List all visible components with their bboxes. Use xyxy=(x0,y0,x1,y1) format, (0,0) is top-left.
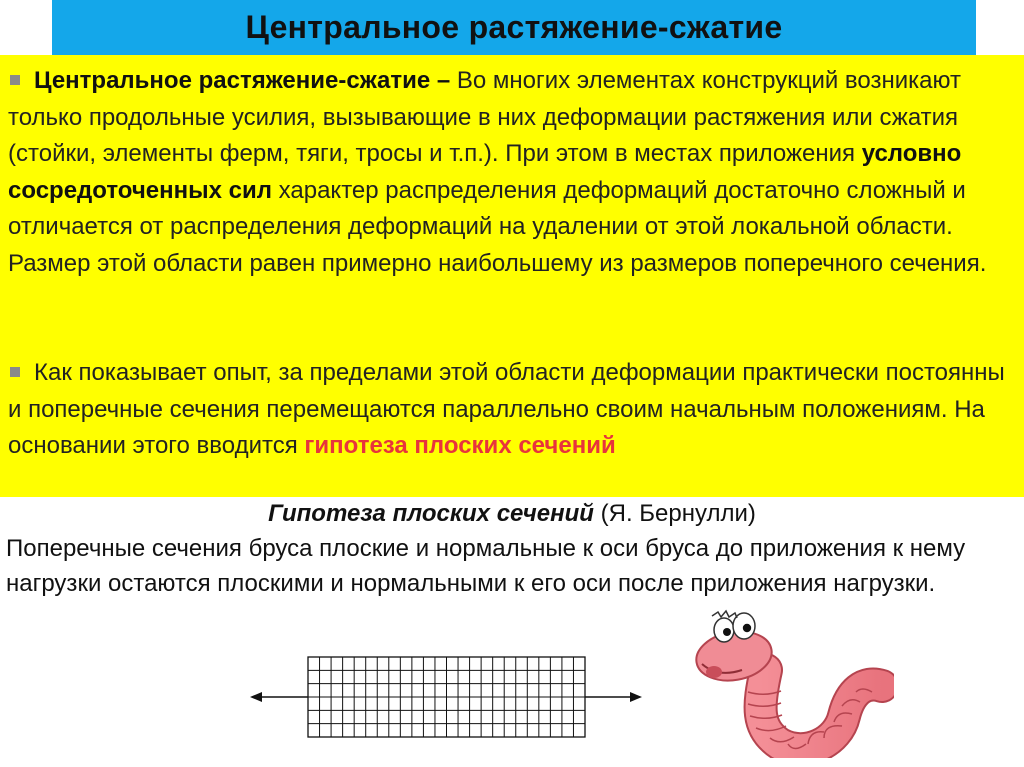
paragraph-1-text-a: Во многих элементах конструкций возникают только продольные усилия, вызывающие в них деформации растяжения или сжатия (стойки, элементы ферм, тяги, тросы и т.п.). При этом в местах приложения xyxy=(8,67,961,167)
paragraph-1-lead: Центральное растяжение-сжатие – xyxy=(34,67,451,94)
paragraph-2-text: Как показывает опыт, за пределами этой области деформации практически постоянны и поперечные сечения перемещаются параллельно своим начальным положениям. На основании этого вводится xyxy=(8,359,1005,459)
title-bar xyxy=(52,0,976,55)
beam-grid xyxy=(308,657,585,737)
paragraph-1 xyxy=(8,63,1008,282)
right-arrow-icon xyxy=(585,692,642,702)
paragraph-1-bold-term: условно сосредоточенных сил xyxy=(8,140,962,204)
worm-icon xyxy=(688,608,894,758)
beam-grid-diagram xyxy=(240,650,650,740)
left-arrow-icon xyxy=(250,692,308,702)
hypothesis-heading xyxy=(0,500,1024,528)
hypothesis-title: Гипотеза плоских сечений xyxy=(268,500,594,527)
paragraph-1-text-b: характер распределения деформаций достаточно сложный и отличается от распределения деформаций на удалении от этой локальной области. Размер этой области равен примерно наибольшему из размеров поперечного сечения. xyxy=(8,176,987,277)
paragraph-2 xyxy=(8,355,1008,465)
bullet-icon xyxy=(10,75,20,85)
hypothesis-author: (Я. Бернулли) xyxy=(593,500,756,527)
hypothesis-body: Поперечные сечения бруса плоские и нормальные к оси бруса до приложения к нему нагрузки остаются плоскими и нормальными к его оси после приложения нагрузки. xyxy=(6,535,966,597)
slide-title: Центральное растяжение-сжатие xyxy=(245,9,783,45)
paragraph-2-red-term: гипотеза плоских сечений xyxy=(304,432,616,459)
bullet-icon xyxy=(10,367,20,377)
